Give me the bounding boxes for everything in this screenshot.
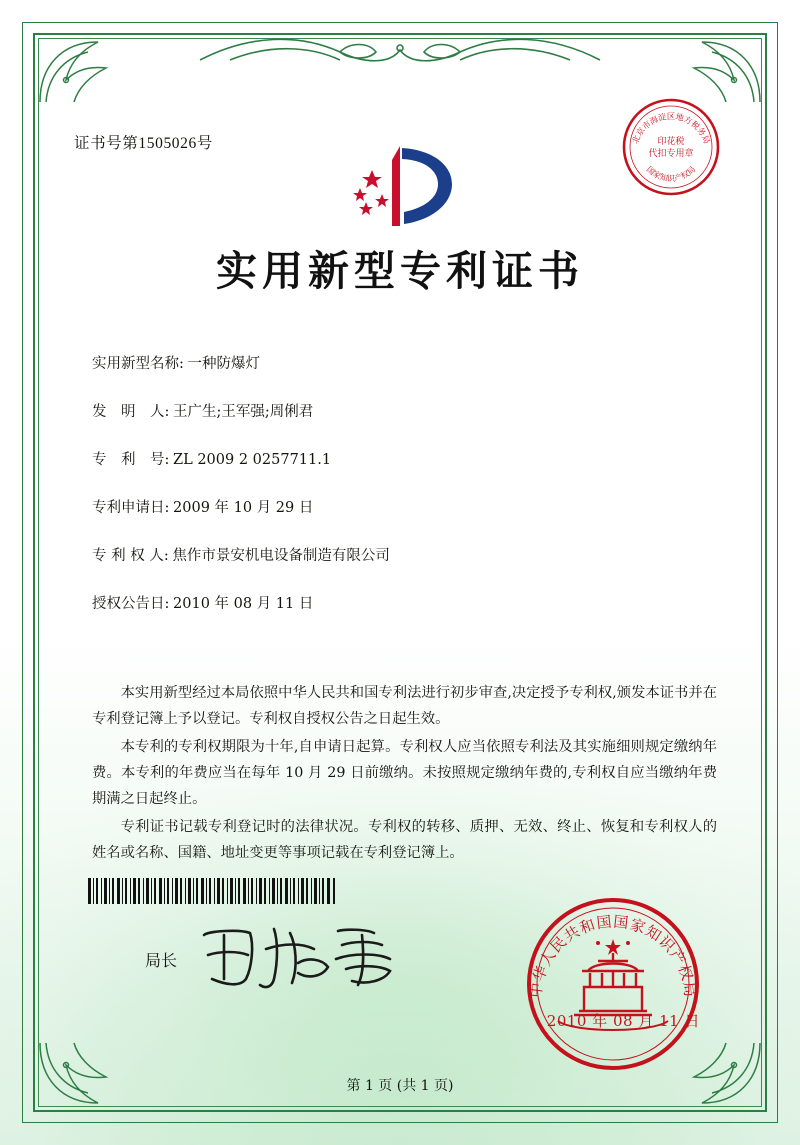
body-text — [92, 680, 717, 868]
director-signature-icon — [190, 915, 405, 995]
paragraph-2: 本专利的专利权期限为十年,自申请日起算。专利权人应当依照专利法及其实施细则规定缴纳年费。本专利的年费应当在每年 10 月 29 日前缴纳。未按照规定缴纳年费的,专利权自应当缴纳年费期满之日起终止。 — [92, 739, 717, 807]
certificate-number: 证书号第1505026号 — [74, 135, 213, 152]
barcode-icon — [88, 878, 338, 904]
fields-list — [92, 352, 712, 640]
svg-text:国家知识产权局: 国家知识产权局 — [644, 164, 698, 183]
corner-ornament-icon — [36, 1039, 116, 1109]
svg-text:中华人民共和国国家知识产权局: 中华人民共和国国家知识产权局 — [526, 912, 700, 999]
field-label: 发 明 人: — [92, 404, 170, 420]
paragraph-3: 专利证书记载专利登记时的法律状况。专利权的转移、质押、无效、终止、恢复和专利权人的姓名或名称、国籍、地址变更等事项记载在专利登记簿上。 — [92, 819, 717, 861]
field-value: 王广生;王军强;周俐君 — [173, 404, 314, 420]
corner-ornament-icon — [36, 36, 116, 106]
director-label: 局长 — [145, 951, 178, 970]
field-label: 实用新型名称: — [92, 356, 184, 372]
paragraph-1: 本实用新型经过本局依照中华人民共和国专利法进行初步审查,决定授予专利权,颁发本证书并在专利登记簿上予以登记。专利权自授权公告之日起生效。 — [92, 685, 717, 727]
field-inventors — [92, 400, 712, 421]
field-value: ZL 2009 2 0257711.1 — [173, 452, 332, 468]
svg-text:代扣专用章: 代扣专用章 — [648, 149, 694, 159]
field-label: 专 利 权 人: — [92, 548, 169, 564]
field-value: 2010 年 08 月 11 日 — [173, 596, 314, 612]
field-application-date — [92, 496, 712, 517]
svg-text:印花税: 印花税 — [657, 137, 685, 147]
field-value: 一种防爆灯 — [187, 356, 261, 372]
svg-text:北京市海淀区地方税务局: 北京市海淀区地方税务局 — [629, 111, 713, 146]
page-footer: 第 1 页 (共 1 页) — [346, 1078, 454, 1094]
sipo-logo-icon — [330, 140, 470, 230]
field-patentee — [92, 544, 712, 565]
top-ornament-icon — [190, 30, 610, 76]
field-label: 专 利 号: — [92, 452, 170, 468]
national-seal-icon — [524, 895, 702, 1073]
field-utility-model-name — [92, 352, 712, 373]
seal-date: 2010 年 08 月 11 日 — [546, 1012, 700, 1030]
tax-stamp-icon — [620, 96, 722, 198]
field-grant-announcement-date — [92, 592, 712, 613]
page-title: 实用新型专利证书 — [216, 247, 584, 295]
field-patent-number — [92, 448, 712, 469]
field-value: 2009 年 10 月 29 日 — [173, 500, 314, 516]
field-label: 授权公告日: — [92, 596, 170, 612]
field-value: 焦作市景安机电设备制造有限公司 — [172, 548, 390, 564]
field-label: 专利申请日: — [92, 500, 170, 516]
